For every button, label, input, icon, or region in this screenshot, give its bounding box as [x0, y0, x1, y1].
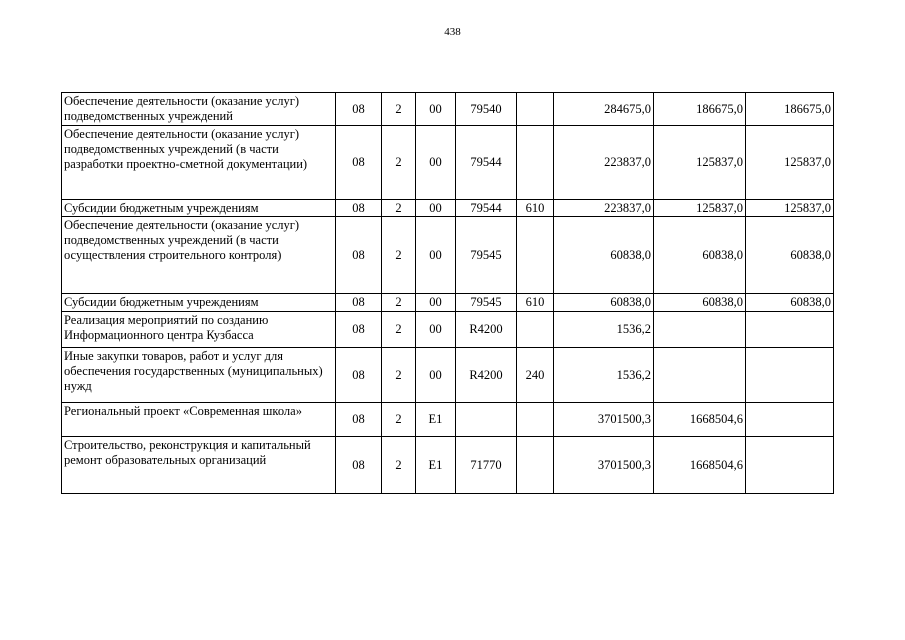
row-amount-year1: 223837,0	[554, 126, 654, 200]
row-subsection: 2	[382, 312, 416, 348]
row-group: 00	[416, 348, 456, 403]
table-row	[62, 437, 834, 494]
row-expense-type: 610	[517, 200, 554, 217]
row-amount-year2: 60838,0	[654, 217, 746, 294]
row-subsection: 2	[382, 437, 416, 494]
row-group: 00	[416, 217, 456, 294]
row-section: 08	[336, 403, 382, 437]
row-subsection: 2	[382, 126, 416, 200]
row-expense-type: 240	[517, 348, 554, 403]
row-amount-year3	[746, 403, 834, 437]
table-row	[62, 348, 834, 403]
budget-table	[61, 92, 834, 494]
row-amount-year3: 186675,0	[746, 93, 834, 126]
row-name: Реализация мероприятий по созданию Информационного центра Кузбасса	[62, 312, 336, 348]
row-name: Обеспечение деятельности (оказание услуг) подведомственных учреждений	[62, 93, 336, 126]
row-amount-year1: 1536,2	[554, 312, 654, 348]
row-name: Обеспечение деятельности (оказание услуг) подведомственных учреждений (в части разработки проектно-сметной документации)	[62, 126, 336, 200]
page-number: 438	[444, 26, 461, 38]
row-amount-year3: 60838,0	[746, 217, 834, 294]
row-target-code: R4200	[456, 348, 517, 403]
row-target-code: 79540	[456, 93, 517, 126]
row-section: 08	[336, 93, 382, 126]
row-name: Региональный проект «Современная школа»	[62, 403, 336, 437]
row-section: 08	[336, 437, 382, 494]
row-amount-year2	[654, 348, 746, 403]
row-amount-year1: 223837,0	[554, 200, 654, 217]
row-amount-year2	[654, 312, 746, 348]
row-section: 08	[336, 126, 382, 200]
table-row	[62, 294, 834, 312]
row-target-code: 79544	[456, 126, 517, 200]
row-amount-year3: 60838,0	[746, 294, 834, 312]
row-amount-year1: 60838,0	[554, 217, 654, 294]
row-subsection: 2	[382, 200, 416, 217]
row-name: Обеспечение деятельности (оказание услуг) подведомственных учреждений (в части осуществления строительного контроля)	[62, 217, 336, 294]
row-section: 08	[336, 217, 382, 294]
row-expense-type	[517, 126, 554, 200]
row-target-code: 71770	[456, 437, 517, 494]
row-section: 08	[336, 348, 382, 403]
row-group: E1	[416, 403, 456, 437]
table-row	[62, 126, 834, 200]
row-name: Субсидии бюджетным учреждениям	[62, 294, 336, 312]
row-amount-year3: 125837,0	[746, 126, 834, 200]
row-amount-year1: 60838,0	[554, 294, 654, 312]
row-group: 00	[416, 312, 456, 348]
row-group: 00	[416, 294, 456, 312]
row-amount-year3: 125837,0	[746, 200, 834, 217]
row-amount-year2: 1668504,6	[654, 403, 746, 437]
row-target-code: 79545	[456, 294, 517, 312]
row-section: 08	[336, 200, 382, 217]
row-target-code: 79545	[456, 217, 517, 294]
row-amount-year2: 60838,0	[654, 294, 746, 312]
row-expense-type	[517, 312, 554, 348]
row-expense-type: 610	[517, 294, 554, 312]
row-amount-year1: 3701500,3	[554, 403, 654, 437]
row-expense-type	[517, 403, 554, 437]
row-subsection: 2	[382, 217, 416, 294]
row-name: Строительство, реконструкция и капитальный ремонт образовательных организаций	[62, 437, 336, 494]
table-row	[62, 93, 834, 126]
row-amount-year3	[746, 312, 834, 348]
row-amount-year2: 125837,0	[654, 200, 746, 217]
row-subsection: 2	[382, 403, 416, 437]
row-section: 08	[336, 312, 382, 348]
row-subsection: 2	[382, 294, 416, 312]
row-amount-year1: 1536,2	[554, 348, 654, 403]
row-group: 00	[416, 200, 456, 217]
row-group: E1	[416, 437, 456, 494]
row-amount-year1: 284675,0	[554, 93, 654, 126]
table-row	[62, 312, 834, 348]
row-amount-year2: 1668504,6	[654, 437, 746, 494]
table-row	[62, 217, 834, 294]
table-row	[62, 200, 834, 217]
row-target-code: 79544	[456, 200, 517, 217]
row-amount-year2: 125837,0	[654, 126, 746, 200]
row-amount-year3	[746, 437, 834, 494]
row-target-code	[456, 403, 517, 437]
row-expense-type	[517, 217, 554, 294]
row-subsection: 2	[382, 93, 416, 126]
row-target-code: R4200	[456, 312, 517, 348]
row-amount-year1: 3701500,3	[554, 437, 654, 494]
row-amount-year2: 186675,0	[654, 93, 746, 126]
row-group: 00	[416, 93, 456, 126]
row-section: 08	[336, 294, 382, 312]
row-subsection: 2	[382, 348, 416, 403]
row-expense-type	[517, 93, 554, 126]
row-name: Иные закупки товаров, работ и услуг для обеспечения государственных (муниципальных) нужд	[62, 348, 336, 403]
row-name: Субсидии бюджетным учреждениям	[62, 200, 336, 217]
row-amount-year3	[746, 348, 834, 403]
row-group: 00	[416, 126, 456, 200]
row-expense-type	[517, 437, 554, 494]
table-row	[62, 403, 834, 437]
